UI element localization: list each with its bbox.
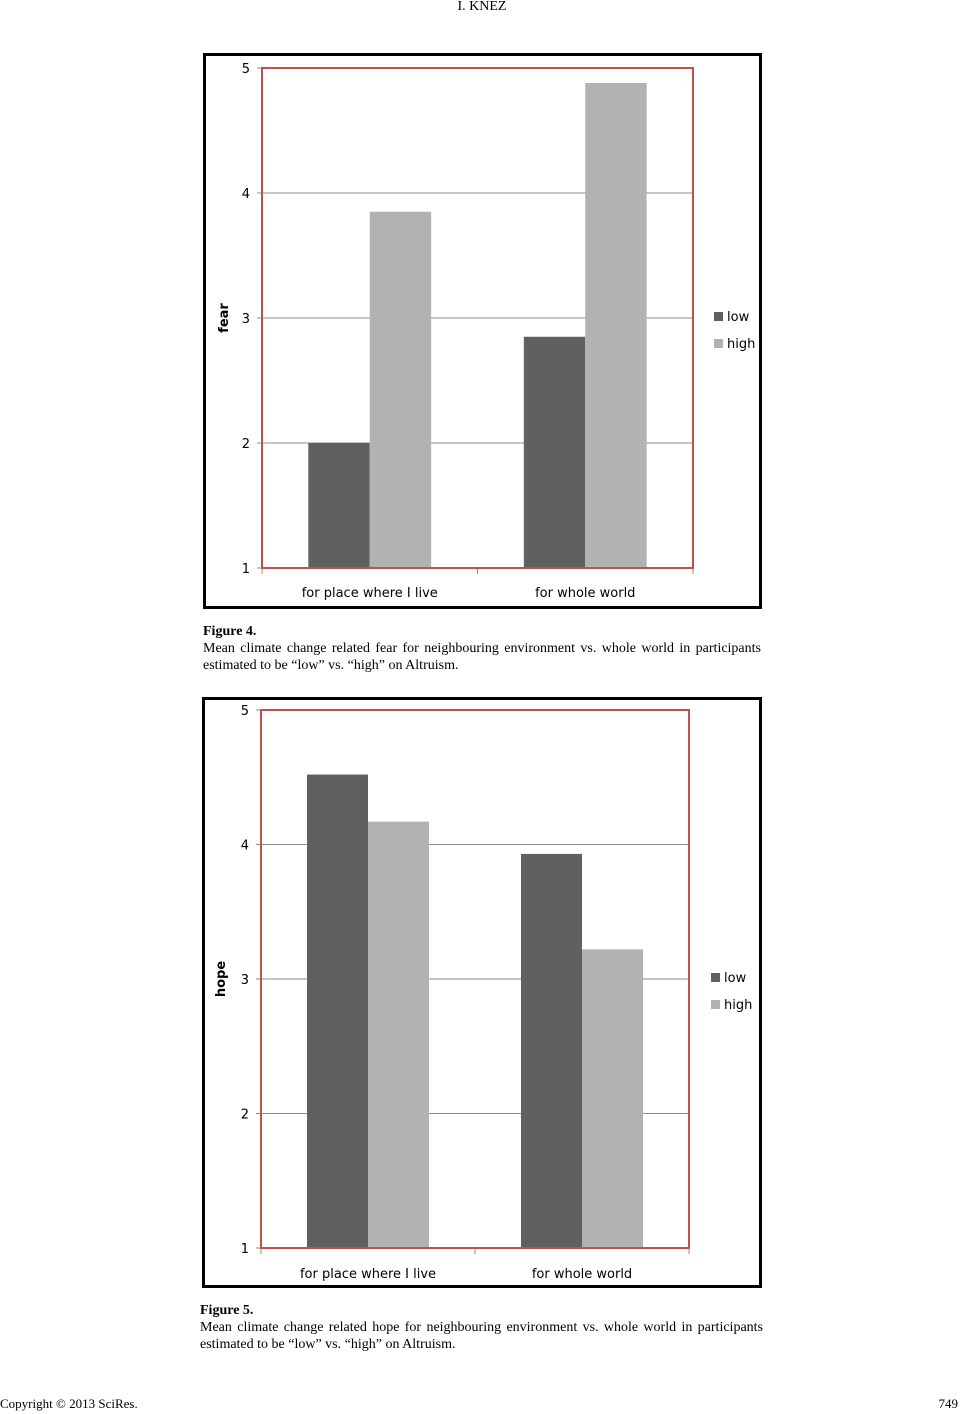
y-tick-label: 3 [240,973,249,988]
legend-swatch-high [714,339,723,348]
x-category-label: for place where I live [299,1267,437,1282]
bar-low-1 [307,775,368,1248]
x-category-label: for whole world [531,1267,633,1282]
y-tick-label: 4 [241,187,250,202]
bar-low-1 [308,443,369,568]
footer-page-number: 749 [938,1396,958,1411]
y-tick-label: 2 [240,1107,249,1123]
y-tick-label: 3 [241,312,250,327]
figure-5-caption: Mean climate change related hope for neighbouring environment vs. whole world in participants estimated to be “low” vs. “high” on Altruism. [200,1320,763,1352]
y-tick-label: 5 [241,62,250,77]
running-head: I. KNEZ [457,0,507,14]
figure-5-chart [202,697,762,1288]
figure-4-caption-block [203,623,761,674]
figure-5-svg [205,700,759,1285]
legend-label-high: high [724,998,753,1013]
bar-high-2 [585,83,646,568]
legend-label-low: low [724,971,747,986]
y-tick-label: 1 [241,562,250,577]
legend-swatch-high [711,1000,720,1009]
y-tick-label: 2 [241,437,250,452]
y-tick-label: 5 [240,704,249,719]
bar-high-1 [370,212,431,568]
figure-5-caption-block [200,1302,763,1353]
y-axis-label: hope [214,960,229,998]
bar-high-1 [368,822,429,1248]
y-tick-label: 1 [240,1242,249,1257]
y-tick-label: 4 [240,838,249,854]
figure-4-label: Figure 4. [203,624,257,639]
x-category-label: for place where I live [301,586,438,601]
figure-5-label: Figure 5. [200,1303,254,1318]
figure-4-svg [206,56,759,606]
figure-4-chart [203,53,762,609]
legend-swatch-low [711,973,720,982]
legend-label-low: low [727,310,750,325]
x-category-label: for whole world [535,586,636,601]
footer-copyright: Copyright © 2013 SciRes. [0,1396,138,1411]
bar-high-2 [582,949,643,1248]
bar-low-2 [521,854,582,1248]
y-axis-label: fear [217,303,232,333]
legend-label-high: high [727,337,756,352]
bar-low-2 [524,337,585,568]
figure-4-caption: Mean climate change related fear for neighbouring environment vs. whole world in participants estimated to be “low” vs. “high” on Altruism. [203,641,761,673]
legend-swatch-low [714,312,723,321]
